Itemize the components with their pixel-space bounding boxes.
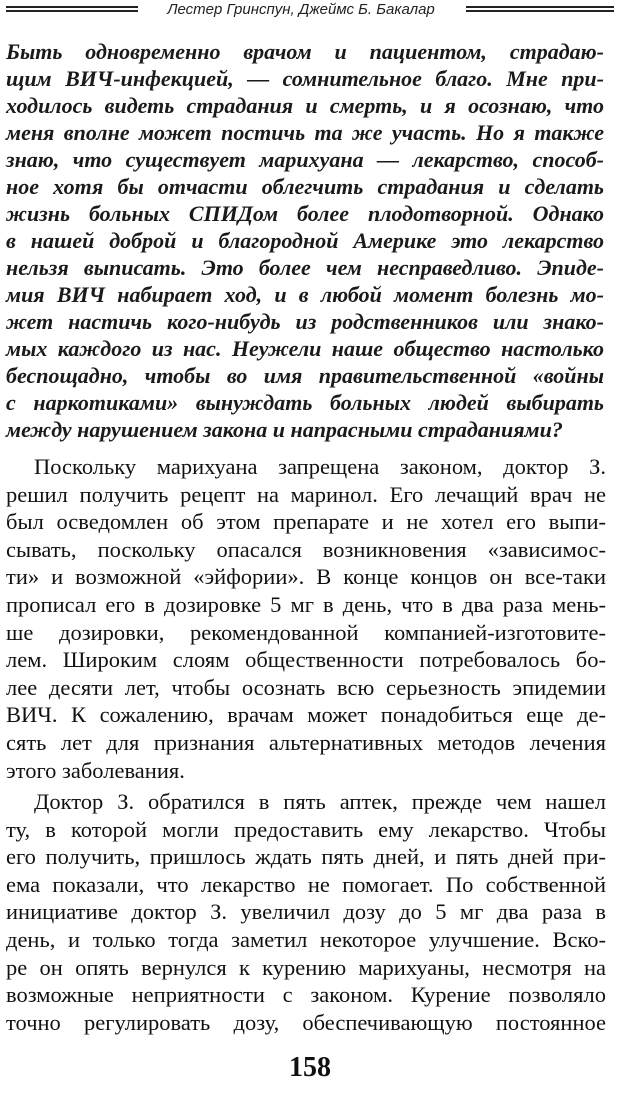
paragraph-line: лем. Широким слоям общественности потребовалось бо- — [6, 647, 606, 673]
paragraph-line: решил получить рецепт на маринол. Его лечащий врач не — [6, 481, 606, 507]
running-header — [0, 0, 620, 24]
quote-line: с наркотиками» вынуждать больных людей выбирать — [6, 390, 604, 415]
quote-line: мых каждого из нас. Неужели наше общество настолько — [6, 336, 604, 361]
running-title: Лестер Гринспун, Джеймс Б. Бакалар — [167, 1, 435, 18]
header-rule-right — [466, 6, 614, 16]
paragraph-1 — [6, 453, 606, 784]
paragraph-line: сывать, поскольку опасался возникновения «зависимос- — [6, 536, 606, 562]
quote-line: знаю, что существует марихуана — лекарство, способ- — [6, 147, 604, 172]
paragraph-line: ту, в которой могли предоставить ему лекарство. Чтобы — [6, 816, 606, 842]
paragraph-line: точно регулировать дозу, обеспечивающую постоянное — [6, 1009, 606, 1035]
italic-quote-block — [6, 38, 604, 443]
quote-line: нельзя выписать. Это более чем несправедливо. Эпиде- — [6, 255, 604, 280]
quote-line: жизнь больных СПИДом более плодотворной. Однако — [6, 201, 604, 226]
paragraph-line: инициативе доктор З. увеличил дозу до 5 мг два раза в — [6, 899, 606, 925]
paragraph-line: сять лет для признания альтернативных методов лечения — [6, 729, 606, 755]
quote-line: мия ВИЧ набирает ход, и в любой момент болезнь мо- — [6, 282, 604, 307]
quote-line: меня вполне может постичь та же участь. Но я также — [6, 120, 604, 145]
paragraph-line: ти» и возможной «эйфории». В конце концов он все-таки — [6, 564, 606, 590]
paragraph-line: его получить, пришлось ждать пять дней, и пять дней при- — [6, 844, 606, 870]
paragraph-line: этого заболевания. — [6, 757, 185, 783]
paragraph-line: ше дозировки, рекомендованной компанией-изготовите- — [6, 619, 606, 645]
paragraph-line: ре он опять вернулся к курению марихуаны, несмотря на — [6, 954, 606, 980]
quote-line: щим ВИЧ-инфекцией, — сомнительное благо. Мне при- — [6, 66, 604, 91]
quote-line: беспощадно, чтобы во имя правительственной «войны — [6, 363, 604, 388]
paragraph-line: возможные неприятности с законом. Курение позволяло — [6, 982, 606, 1008]
paragraph-line: ема показали, что лекарство не помогает. По собственной — [6, 871, 606, 897]
paragraph-2 — [6, 788, 606, 1036]
quote-line: Быть одновременно врачом и пациентом, страдаю- — [6, 39, 604, 64]
paragraph-line: день, и только тогда заметил некоторое улучшение. Вско- — [6, 926, 606, 952]
quote-line: ходилось видеть страдания и смерть, и я осознаю, что — [6, 93, 604, 118]
quote-line: жет настичь кого-нибудь из родственников или знако- — [6, 309, 604, 334]
paragraph-line: прописал его в дозировке 5 мг в день, что в два раза мень- — [6, 591, 606, 617]
paragraph-line: ВИЧ. К сожалению, врачам может понадобиться еще де- — [6, 702, 606, 728]
page-number: 158 — [289, 1052, 331, 1083]
paragraph-line: Доктор З. обратился в пять аптек, прежде чем нашел — [34, 789, 606, 814]
paragraph-line: был осведомлен об этом препарате и не хотел его выпи- — [6, 509, 606, 535]
paragraph-line: Поскольку марихуана запрещена законом, доктор З. — [34, 454, 606, 479]
paragraph-line: лее десяти лет, чтобы осознать всю серьезность эпидемии — [6, 674, 606, 700]
quote-line: ное хотя бы отчасти облегчить страдания и сделать — [6, 174, 604, 199]
quote-line: в нашей доброй и благородной Америке это лекарство — [6, 228, 604, 253]
header-rule-left — [6, 6, 138, 16]
quote-line: между нарушением закона и напрасными страданиями? — [6, 417, 563, 442]
